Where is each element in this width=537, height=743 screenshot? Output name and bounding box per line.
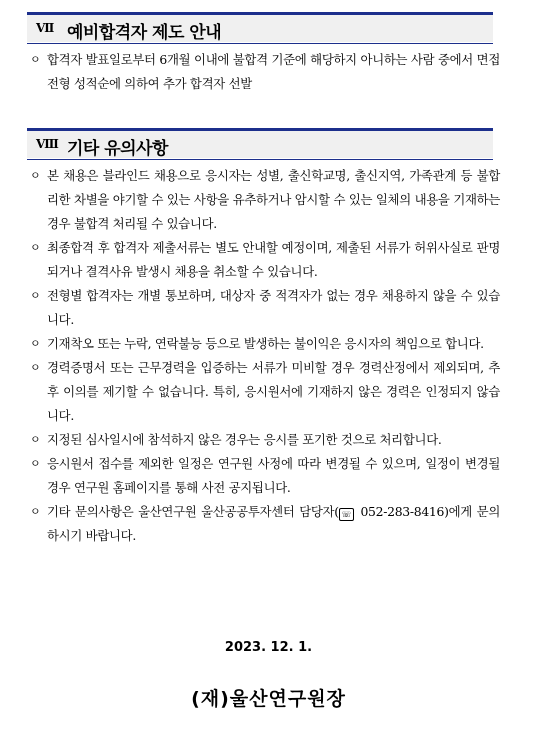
section-number: Ⅷ [36,137,58,151]
bullet: ㅇ [30,241,41,254]
bullet: ㅇ [30,457,41,470]
section-8-list [30,164,500,548]
item-text: 응시원서 접수를 제외한 일정은 연구원 사정에 따라 변경될 수 있으며, 일정이 변경될 경우 연구원 홈페이지를 통해 사전 공지됩니다. [47,456,500,495]
list-item [30,452,500,500]
section-title: 예비합격자 제도 안내 [67,23,222,43]
item-text: 전형별 합격자는 개별 통보하며, 대상자 중 적격자가 없는 경우 채용하지 않을 수 있습니다. [47,288,500,327]
item-text: 기재착오 또는 누락, 연락불능 등으로 발생하는 불이익은 응시자의 책임으로 합니다. [47,336,484,351]
list-item [30,356,500,428]
item-text-before: 기타 문의사항은 울산연구원 울산공공투자센터 담당자( [47,504,339,519]
list-item [30,48,500,96]
list-item [30,428,500,452]
bullet: ㅇ [30,433,41,446]
list-item [30,500,500,548]
list-item [30,236,500,284]
item-text: 최종합격 후 합격자 제출서류는 별도 안내할 예정이며, 제출된 서류가 허위사실로 판명되거나 결격사유 발생시 채용을 취소할 수 있습니다. [47,240,500,279]
phone-icon: ☏ [339,508,354,521]
section-header-7 [27,12,493,42]
item-text: 본 채용은 블라인드 채용으로 응시자는 성별, 출신학교명, 출신지역, 가족관계 등 불합리한 차별을 야기할 수 있는 사항을 유추하거나 암시할 수 있는 일체의 내용을 기재하는 경우 불합격 처리될 수 있습니다. [47,168,500,231]
section-number: Ⅶ [36,21,54,35]
item-text: 합격자 발표일로부터 6개월 이내에 불합격 기준에 해당하지 아니하는 사람 중에서 면접전형 성적순에 의하여 추가 합격자 선발 [47,52,500,91]
bullet: ㅇ [30,53,41,66]
list-item [30,332,500,356]
item-text-after: )에게 문의하시기 바랍니다. [47,504,501,543]
bullet: ㅇ [30,361,41,374]
bullet: ㅇ [30,337,41,350]
section-7-list [30,48,500,96]
phone-number: 052-283-8416 [355,504,445,519]
bullet: ㅇ [30,505,41,518]
item-text: 지정된 심사일시에 참석하지 않은 경우는 응시를 포기한 것으로 처리합니다. [47,432,442,447]
list-item [30,164,500,236]
bullet: ㅇ [30,289,41,302]
section-header-8 [27,128,493,158]
document-date: 2023. 12. 1. [224,640,313,655]
bullet: ㅇ [30,169,41,182]
signer-name: (재)울산연구원장 [191,688,346,710]
list-item [30,284,500,332]
section-title: 기타 유의사항 [67,139,168,159]
item-text: 경력증명서 또는 근무경력을 입증하는 서류가 미비할 경우 경력산정에서 제외되며, 추후 이의를 제기할 수 없습니다. 특히, 응시원서에 기재하지 않은 경력은 인정되지 않습니다. [47,360,500,423]
